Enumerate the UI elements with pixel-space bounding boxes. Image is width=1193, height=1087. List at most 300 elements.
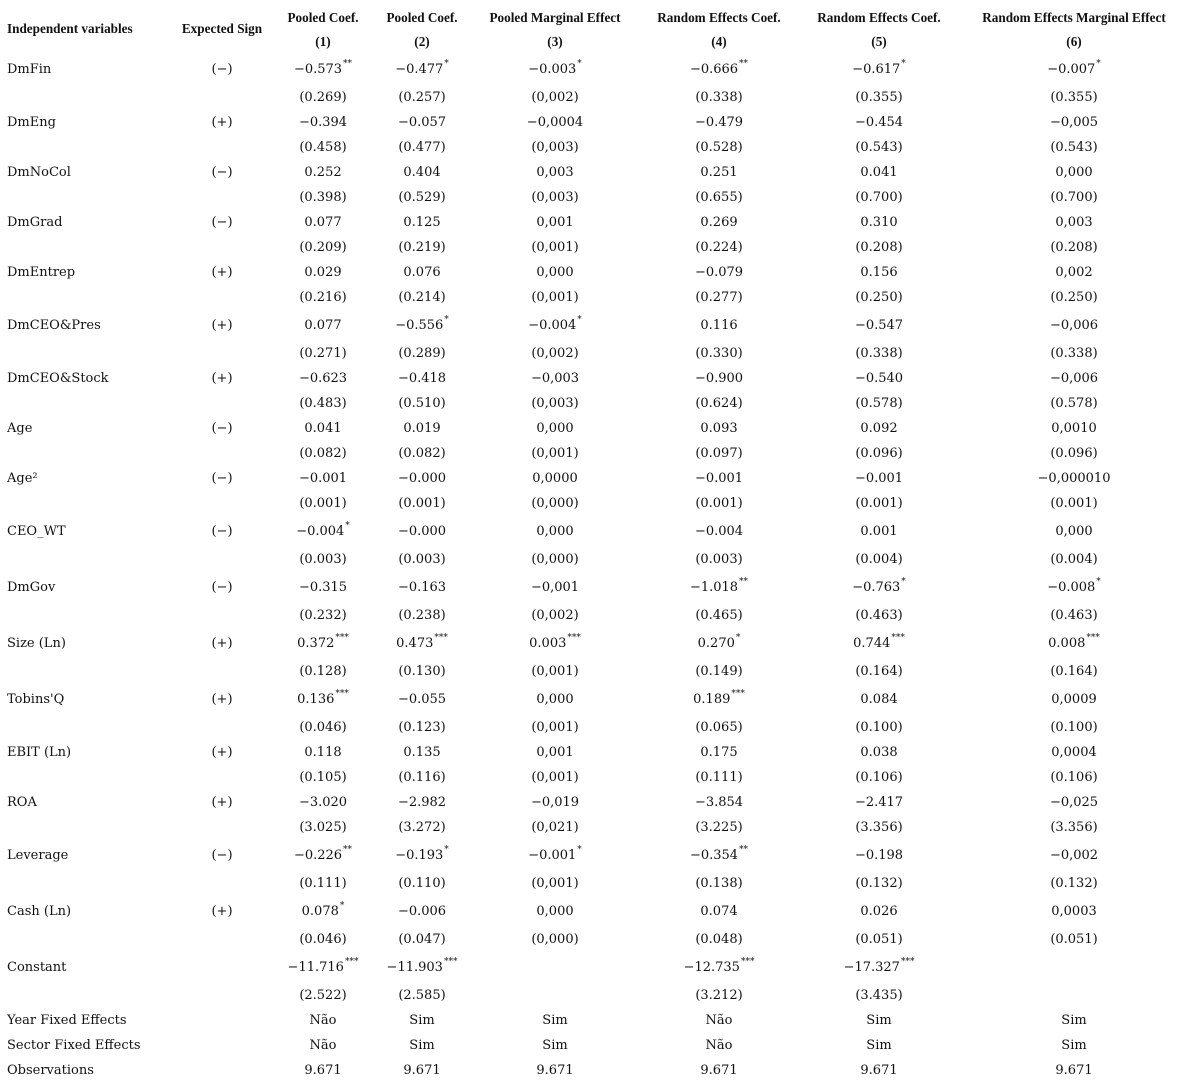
standard-error: (0,000) [531,552,579,567]
coefficient-value: 0.038 [860,745,898,760]
standard-error: (0.209) [299,240,347,255]
standard-error: (0,001) [531,290,579,305]
standard-error: (0.483) [299,396,347,411]
standard-error: (3.212) [695,988,743,1003]
significance-stars: ** [739,577,749,587]
coefficient [860,418,897,440]
coefficient-value: 0.156 [860,265,898,280]
coefficient [700,162,737,184]
coefficient [299,468,347,490]
standard-error: (0,002) [531,346,579,361]
standard-error: (0.004) [1050,552,1098,567]
coefficient [1047,577,1101,599]
coefficient [304,418,341,440]
standard-error: (0.164) [1050,664,1098,679]
standard-error: (0,000) [531,932,579,947]
coefficient [860,521,897,543]
footer-value: Não [705,1038,733,1053]
coefficient-value: −0.198 [854,848,904,863]
coefficient-value: −2.982 [397,795,447,810]
standard-error: (3.272) [398,820,446,835]
expected-sign: (+) [211,745,233,760]
table-row-se [0,929,1193,951]
coefficient [403,162,440,184]
header-col-title: Expected Sign [181,21,263,36]
coefficient [698,633,741,655]
table-row [0,262,1193,284]
standard-error: (0.238) [398,608,446,623]
coefficient-value: 0,001 [536,215,574,230]
coefficient-value: −0.418 [397,371,447,386]
coefficient-value: 0,0000 [532,471,578,486]
coefficient-value: −0,006 [1049,318,1099,333]
footer-value: Sim [542,1013,568,1028]
header-col-number: (6) [1066,34,1082,49]
variable-label: Tobins'Q [7,692,65,707]
table-row [0,315,1193,337]
table-row-se [0,393,1193,415]
significance-stars: ** [343,845,353,855]
coefficient-value: −11.716 [287,960,344,975]
coefficient-value: −0.354 [689,848,739,863]
table-row [0,845,1193,867]
coefficient [700,418,737,440]
table-row [0,689,1193,711]
footer-row [0,1010,1193,1032]
standard-error: (0.128) [299,664,347,679]
coefficient-value: −0.004 [694,524,744,539]
expected-sign: (+) [211,318,233,333]
header-col-title: Random Effects Coef. [817,10,941,25]
standard-error: (0,002) [531,90,579,105]
coefficient [860,162,897,184]
table-row [0,59,1193,81]
table-row [0,162,1193,184]
coefficient-value: −0.001 [694,471,744,486]
coefficient-value: −0.003 [528,62,577,77]
coefficient-value: 0.372 [297,636,335,651]
standard-error: (0.004) [855,552,903,567]
header-col-number: (5) [871,34,887,49]
standard-error: (0,001) [531,720,579,735]
standard-error: (0.132) [855,876,903,891]
coefficient-value: −2.417 [854,795,904,810]
coefficient-value: 0,000 [536,692,574,707]
coefficient-value: −0,002 [1049,848,1099,863]
coefficient-value: −3.020 [298,795,348,810]
expected-sign: (−) [211,421,233,436]
significance-stars: *** [1086,633,1100,643]
coefficient [860,689,897,711]
standard-error: (2.522) [299,988,347,1003]
expected-sign: (+) [211,115,233,130]
coefficient [398,368,446,390]
footer-value: 9.671 [1055,1063,1093,1078]
coefficient [299,792,347,814]
standard-error: (0.355) [855,90,903,105]
footer-value: Não [309,1038,337,1053]
coefficient [536,162,573,184]
standard-error: (0.463) [855,608,903,623]
variable-label: ROA [7,795,37,810]
coefficient [528,315,582,337]
coefficient-value: 0,003 [536,165,574,180]
standard-error: (0.106) [855,770,903,785]
standard-error: (0.208) [855,240,903,255]
coefficient-value: 0,000 [536,904,574,919]
expected-sign: (−) [211,524,233,539]
standard-error: (0.111) [695,770,743,785]
coefficient-value: −0.763 [852,580,901,595]
table-row [0,742,1193,764]
standard-error: (0.269) [299,90,347,105]
coefficient-value: −0.226 [293,848,343,863]
coefficient [536,212,573,234]
significance-stars: *** [891,633,905,643]
expected-sign: (+) [211,795,233,810]
standard-error: (0.271) [299,346,347,361]
coefficient-value: 0.029 [304,265,342,280]
coefficient [690,845,748,867]
standard-error: (0.082) [398,446,446,461]
standard-error: (0.214) [398,290,446,305]
coefficient [1051,418,1097,440]
table-row-se [0,767,1193,789]
coefficient-value: −0.556 [395,318,444,333]
expected-sign: (−) [211,165,233,180]
coefficient-value: −0.000 [397,524,447,539]
coefficient [853,633,905,655]
significance-stars: * [577,315,582,325]
coefficient [860,742,897,764]
variable-label: DmGrad [7,215,63,230]
standard-error: (0.510) [398,396,446,411]
coefficient [855,368,903,390]
table-row [0,212,1193,234]
coefficient-value: 0.404 [403,165,441,180]
coefficient-value: −12.735 [683,960,740,975]
standard-error: (0.289) [398,346,446,361]
significance-stars: ** [343,59,353,69]
header-col-number: (2) [414,34,430,49]
expected-sign: (+) [211,265,233,280]
standard-error: (0,001) [531,240,579,255]
footer-value: 9.671 [304,1063,342,1078]
coefficient-value: −0.394 [298,115,348,130]
coefficient-value: −0,001 [530,580,580,595]
coefficient-value: −0,019 [530,795,580,810]
standard-error: (0,003) [531,140,579,155]
coefficient [855,112,903,134]
header-col-title: Independent variables [7,21,133,36]
footer-value: Sim [866,1013,892,1028]
standard-error: (0.224) [695,240,743,255]
expected-sign: (−) [211,580,233,595]
coefficient [304,262,341,284]
footer-value: Sim [409,1038,435,1053]
coefficient [304,162,341,184]
standard-error: (0.330) [695,346,743,361]
coefficient-value: 0,000 [1055,165,1093,180]
standard-error: (0.257) [398,90,446,105]
coefficient [1050,112,1098,134]
coefficient-value: 0.270 [697,636,735,651]
footer-label: Sector Fixed Effects [7,1038,141,1053]
standard-error: (0,021) [531,820,579,835]
coefficient-value: −0,0004 [526,115,584,130]
coefficient [1050,845,1098,867]
footer-value: 9.671 [700,1063,738,1078]
coefficient [299,577,347,599]
standard-error: (0.338) [1050,346,1098,361]
table-row [0,957,1193,979]
variable-label: DmEntrep [7,265,76,280]
table-row-se [0,817,1193,839]
standard-error: (0.110) [398,876,446,891]
standard-error: (0,001) [531,770,579,785]
standard-error: (0.001) [1050,496,1098,511]
footer-value: Sim [1061,1013,1087,1028]
footer-label: Year Fixed Effects [7,1013,127,1028]
coefficient [299,368,347,390]
coefficient [855,468,903,490]
coefficient [398,792,446,814]
coefficient-value: 0.473 [396,636,434,651]
standard-error: (0.105) [299,770,347,785]
coefficient-value: −0.573 [293,62,343,77]
coefficient-value: 0,0010 [1051,421,1097,436]
significance-stars: *** [731,689,745,699]
coefficient-value: 0,0003 [1051,904,1097,919]
coefficient [294,845,352,867]
standard-error: (0.250) [1050,290,1098,305]
standard-error: (0.250) [855,290,903,305]
significance-stars: *** [344,957,359,967]
standard-error: (0.123) [398,720,446,735]
standard-error: (0.338) [855,346,903,361]
coefficient-value: −0.006 [397,904,447,919]
standard-error: (0.700) [1050,190,1098,205]
coefficient-value: 0.744 [853,636,891,651]
coefficient-value: −0.193 [395,848,444,863]
expected-sign: (+) [211,636,233,651]
coefficient [528,59,582,81]
coefficient-value: 0.092 [860,421,898,436]
coefficient-value: 0,000 [1055,524,1093,539]
coefficient [855,315,903,337]
footer-value: Sim [866,1038,892,1053]
coefficient [855,792,903,814]
table-row [0,901,1193,923]
coefficient [297,633,349,655]
table-row [0,368,1193,390]
table-row-se [0,137,1193,159]
expected-sign: (+) [211,371,233,386]
standard-error: (0.096) [1050,446,1098,461]
coefficient-value: 0.041 [860,165,898,180]
coefficient [700,315,737,337]
standard-error: (0.001) [299,496,347,511]
table-row-se [0,443,1193,465]
coefficient [531,368,579,390]
standard-error: (0.529) [398,190,446,205]
coefficient-value: −0.079 [694,265,744,280]
expected-sign: (−) [211,215,233,230]
significance-stars: * [345,521,350,531]
table-row-se [0,549,1193,571]
table-row-se [0,493,1193,515]
significance-stars: * [444,845,449,855]
significance-stars: *** [443,957,458,967]
coefficient-value: −0.454 [854,115,904,130]
variable-label: DmNoCol [7,165,71,180]
coefficient [695,792,743,814]
standard-error: (0.578) [855,396,903,411]
variable-label: Cash (Ln) [7,904,72,919]
standard-error: (3.356) [1050,820,1098,835]
coefficient-value: 0.125 [403,215,441,230]
header-col-number: (1) [315,34,331,49]
coefficient [1050,315,1098,337]
coefficient [532,468,578,490]
table-row-se [0,343,1193,365]
standard-error: (0.578) [1050,396,1098,411]
standard-error: (0.051) [1050,932,1098,947]
coefficient-value: 0.076 [403,265,441,280]
coefficient-value: −0.001 [298,471,348,486]
coefficient-value: −0,003 [530,371,580,386]
standard-error: (0.219) [398,240,446,255]
table-row [0,577,1193,599]
significance-stars: * [1096,577,1101,587]
coefficient [536,689,573,711]
variable-label: DmCEO&Stock [7,371,109,386]
standard-error: (0.164) [855,664,903,679]
coefficient [294,59,352,81]
coefficient-value: −0,025 [1049,795,1099,810]
variable-label: Leverage [7,848,69,863]
coefficient [700,901,737,923]
standard-error: (0.543) [855,140,903,155]
coefficient [536,418,573,440]
standard-error: (0.051) [855,932,903,947]
standard-error: (0.398) [299,190,347,205]
coefficient-value: −0.617 [852,62,901,77]
footer-value: Não [309,1013,337,1028]
significance-stars: * [735,633,741,643]
coefficient-value: −0.057 [397,115,447,130]
table-row-se [0,87,1193,109]
coefficient-value: −0.479 [694,115,744,130]
standard-error: (0,001) [531,446,579,461]
coefficient-value: 0.074 [700,904,738,919]
standard-error: (0.232) [299,608,347,623]
coefficient [1050,368,1098,390]
coefficient [1055,212,1092,234]
standard-error: (0.338) [695,90,743,105]
coefficient-value: −0.004 [296,524,345,539]
significance-stars: *** [900,957,915,967]
footer-value: Sim [542,1038,568,1053]
footer-label: Observations [7,1063,94,1078]
standard-error: (0.065) [695,720,743,735]
coefficient-value: 0.116 [700,318,738,333]
coefficient [531,577,579,599]
significance-stars: ** [739,845,749,855]
coefficient [395,59,449,81]
variable-label: Age² [7,471,38,486]
coefficient [693,689,745,711]
significance-stars: * [1096,59,1101,69]
footer-value: 9.671 [403,1063,441,1078]
standard-error: (0,003) [531,190,579,205]
coefficient-value: 0.008 [1048,636,1086,651]
table-row [0,418,1193,440]
variable-label: EBIT (Ln) [7,745,72,760]
standard-error: (0.132) [1050,876,1098,891]
coefficient-value: −0,006 [1049,371,1099,386]
header-number-row [0,31,1193,53]
coefficient-value: 0,001 [536,745,574,760]
significance-stars: * [444,59,449,69]
table-row [0,521,1193,543]
significance-stars: * [339,901,345,911]
coefficient [536,901,573,923]
expected-sign: (−) [211,62,233,77]
coefficient [297,689,349,711]
coefficient [398,689,446,711]
standard-error: (3.356) [855,820,903,835]
variable-label: DmFin [7,62,52,77]
coefficient-value: −17.327 [843,960,900,975]
standard-error: (0.046) [299,720,347,735]
coefficient-value: 0,0004 [1051,745,1097,760]
standard-error: (0.700) [855,190,903,205]
coefficient [695,112,743,134]
coefficient [528,845,582,867]
coefficient [860,212,897,234]
header-col-number: (3) [547,34,563,49]
standard-error: (0.465) [695,608,743,623]
variable-label: CEO_WT [7,524,66,539]
coefficient [1055,521,1092,543]
variable-label: Size (Ln) [7,636,66,651]
coefficient-value: −0.055 [397,692,447,707]
coefficient-value: 0.001 [860,524,898,539]
coefficient [860,262,897,284]
footer-value: Sim [1061,1038,1087,1053]
standard-error: (0.003) [695,552,743,567]
significance-stars: *** [434,633,448,643]
coefficient-value: 0.078 [301,904,339,919]
coefficient-value: −0.623 [298,371,348,386]
coefficient [695,468,743,490]
coefficient-value: 0.136 [297,692,335,707]
coefficient [860,901,897,923]
coefficient [304,742,341,764]
standard-error: (0.355) [1050,90,1098,105]
coefficient [852,59,906,81]
variable-label: DmCEO&Pres [7,318,101,333]
coefficient-value: −0.000 [397,471,447,486]
significance-stars: * [577,845,582,855]
footer-row [0,1060,1193,1082]
header-col-title: Random Effects Marginal Effect [982,10,1166,25]
coefficient-value: 0,003 [1055,215,1093,230]
coefficient [1051,901,1097,923]
coefficient [844,957,915,979]
coefficient-value: −3.854 [694,795,744,810]
